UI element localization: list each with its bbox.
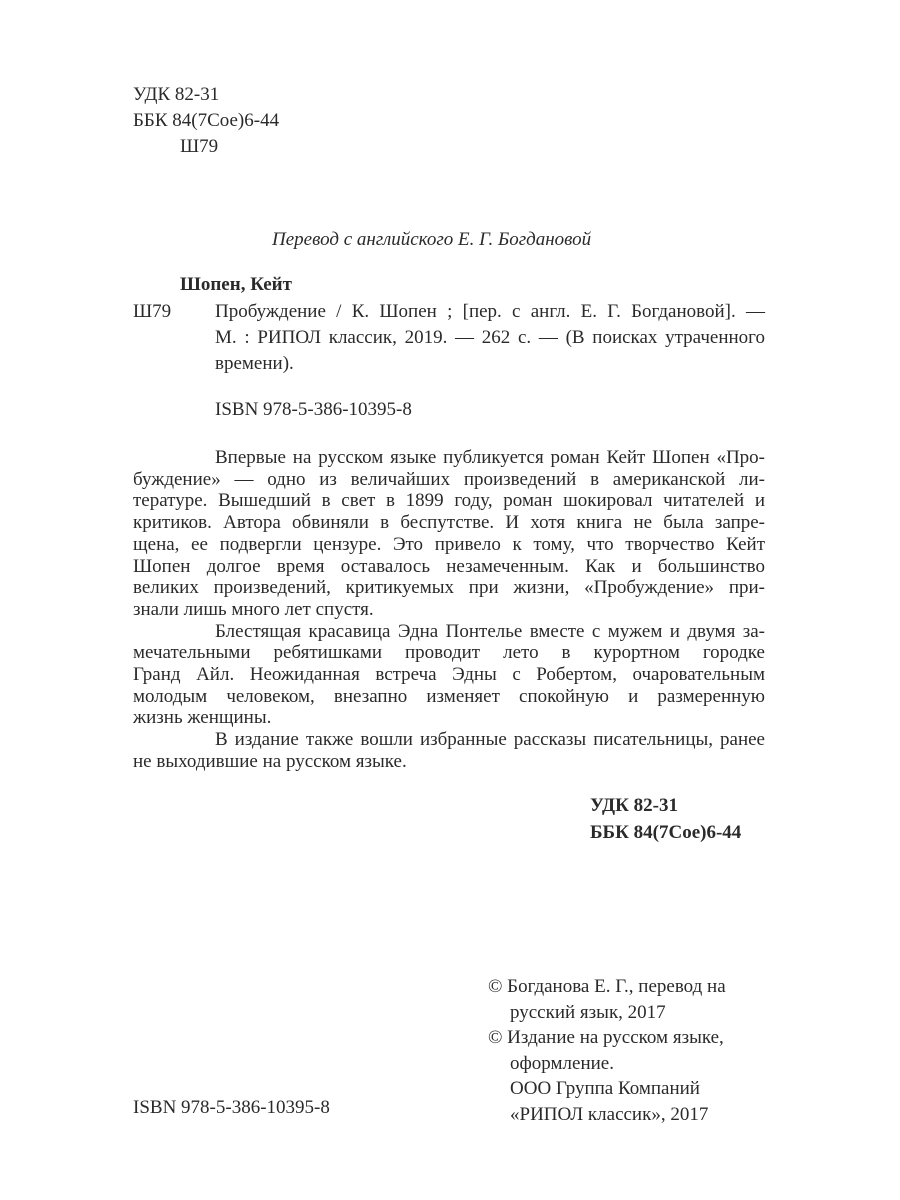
copyright-line: «РИПОЛ классик», 2017 (510, 1103, 709, 1125)
annotation-line: критиков. Автора обвиняли в беспутстве. И хотя книга не была запре- (133, 512, 765, 534)
annotation (133, 447, 765, 773)
catalog-line: М. : РИПОЛ классик, 2019. — 262 с. — (В поисках утраченного (215, 327, 765, 348)
bottom-isbn: ISBN 978-5-386-10395-8 (133, 1097, 330, 1118)
author-sign: Ш79 (180, 136, 219, 157)
annotation-line: молодым человеком, внезапно изменяет спокойную и размеренную (133, 685, 765, 707)
annotation-line: Блестящая красавица Эдна Понтелье вместе с мужем и двумя за- (215, 620, 765, 642)
annotation-line: Шопен долгое время оставалось незамеченным. Как и большинство (133, 555, 765, 577)
annotation-line: В издание также вошли избранные рассказы писательницы, ранее (215, 729, 765, 751)
annotation-line: знали лишь много лет спустя. (133, 598, 374, 620)
annotation-line: великих произведений, критикуемых при жизни, «Пробуждение» при- (133, 577, 765, 599)
copyright-line: русский язык, 2017 (510, 1001, 666, 1023)
top-codes (133, 82, 279, 160)
annotation-line: не выходившие на русском языке. (133, 750, 407, 772)
catalog-author: Шопен, Кейт (180, 274, 292, 295)
catalog-isbn: ISBN 978-5-386-10395-8 (215, 399, 412, 420)
copyright-line: © Богданова Е. Г., перевод на (488, 976, 726, 997)
catalog-line: Пробуждение / К. Шопен ; [пер. с англ. Е. Г. Богдановой]. — (215, 301, 765, 322)
bbk-code-bottom: ББК 84(7Сое)6-44 (590, 822, 742, 843)
bottom-codes (590, 792, 741, 846)
copyright-line: оформление. (510, 1052, 614, 1074)
annotation-line: жизнь женщины. (133, 707, 272, 729)
bbk-code: ББК 84(7Сое)6-44 (133, 110, 280, 131)
catalog-line: времени). (215, 353, 294, 374)
copyright-line: © Издание на русском языке, (488, 1027, 724, 1048)
catalog-sign: Ш79 (133, 301, 172, 322)
copyright-block (488, 974, 726, 1127)
annotation-line: Впервые на русском языке публикуется роман Кейт Шопен «Про- (215, 447, 765, 468)
annotation-line: щена, ее подвергли цензуре. Это привело к тому, что творчество Кейт (133, 533, 765, 555)
annotation-line: буждение» — одно из величайших произведений в американской ли- (133, 468, 765, 490)
udk-code: УДК 82-31 (133, 84, 220, 105)
catalog-description (215, 299, 765, 377)
udk-code-bottom: УДК 82-31 (590, 795, 678, 816)
copyright-line: ООО Группа Компаний (510, 1078, 700, 1099)
annotation-line: тературе. Вышедший в свет в 1899 году, роман шокировал читателей и (133, 490, 765, 512)
annotation-line: Гранд Айл. Неожиданная встреча Эдны с Робертом, очаровательным (133, 664, 765, 686)
translation-note: Перевод с английского Е. Г. Богдановой (272, 229, 592, 250)
annotation-line: мечательными ребятишками проводит лето в курортном городке (133, 642, 765, 664)
